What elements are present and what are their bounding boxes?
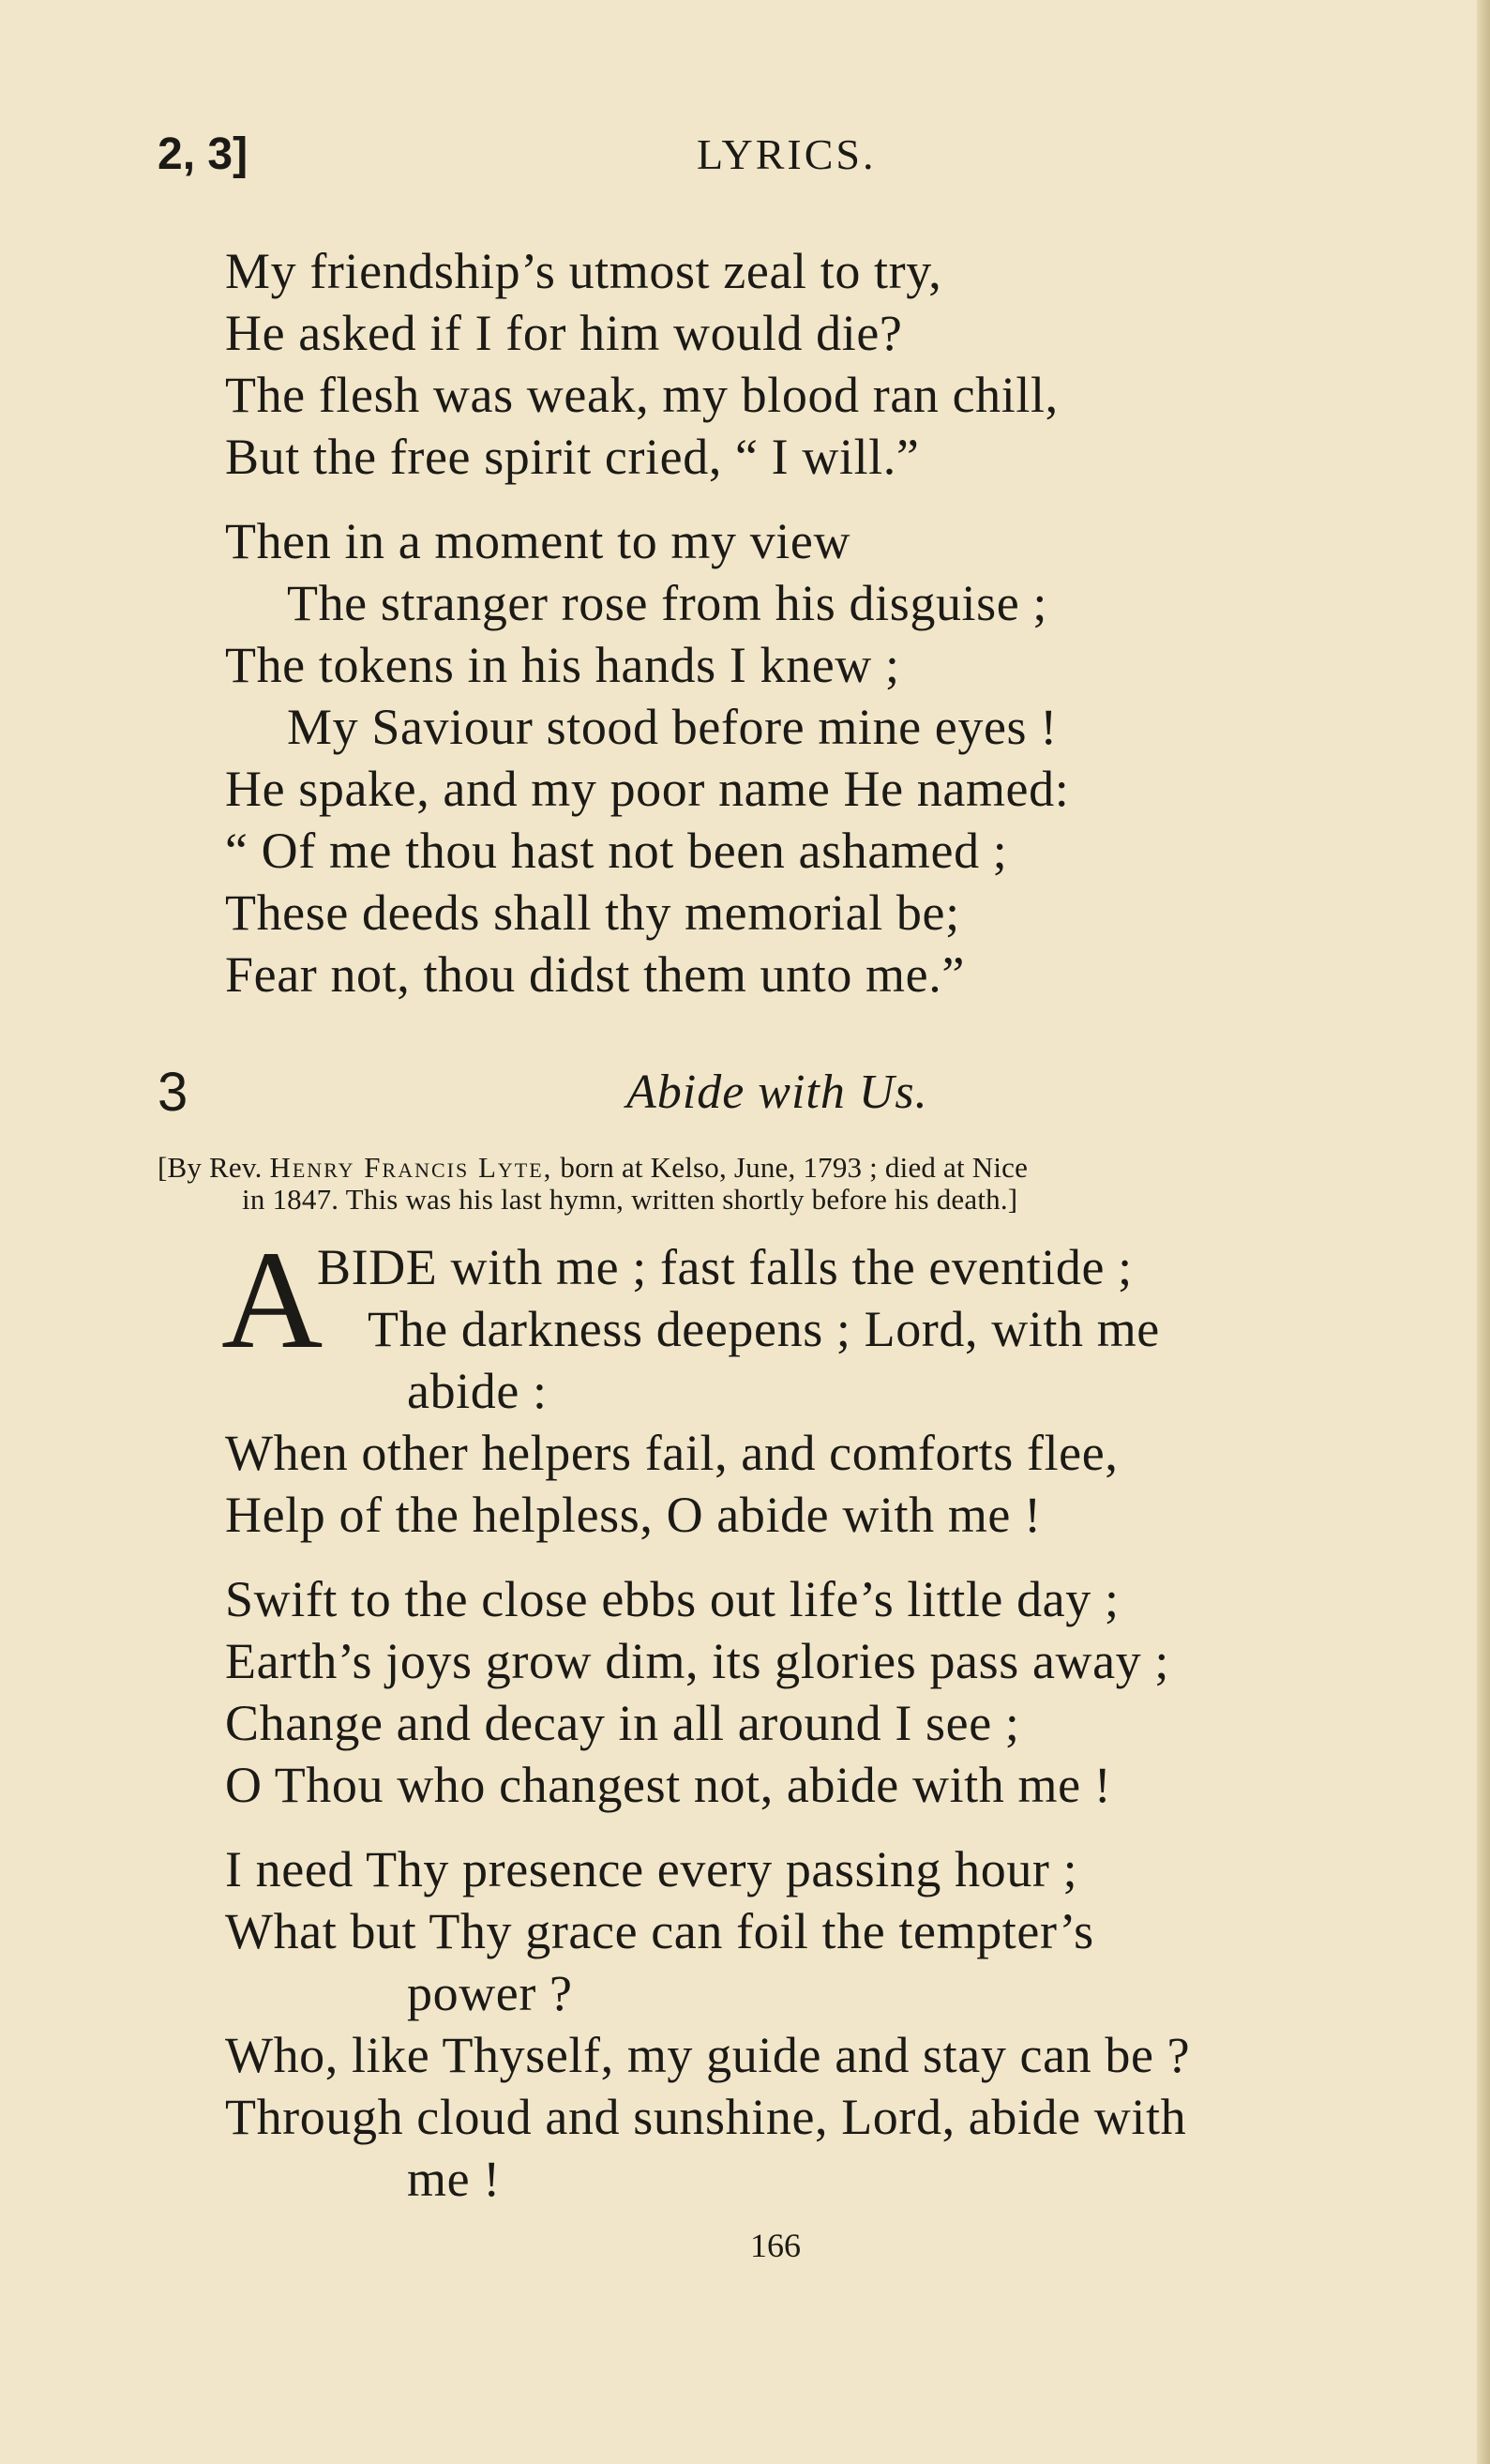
verse-line: What but Thy grace can foil the tempter’s [225,1903,1094,1959]
verse-line: My friendship’s utmost zeal to try, [225,243,942,299]
verse-line: me ! [407,2151,501,2207]
author-name: Henry Francis Lyte, [269,1151,553,1184]
verse-line: The stranger rose from his disguise ; [287,575,1048,631]
verse-line: Help of the helpless, O abide with me ! [225,1487,1042,1543]
verse-line: The darkness deepens ; Lord, with me [368,1301,1160,1357]
verse-line: Earth’s joys grow dim, its glories pass away ; [225,1633,1169,1689]
attribution-line-2: in 1847. This was his last hymn, written shortly before his death.] [242,1183,1018,1216]
section-title: LYRICS. [697,130,877,178]
verse-line: BIDE with me ; fast falls the eventide ; [317,1239,1133,1295]
verse-line: Through cloud and sunshine, Lord, abide with [225,2089,1187,2145]
attribution-details: born at Kelso, June, 1793 ; died at Nice [560,1151,1029,1184]
verse-line: Change and decay in all around I see ; [225,1695,1020,1751]
verse-line: Fear not, thou didst them unto me.” [225,946,965,1003]
verse-line: The tokens in his hands I knew ; [225,637,900,693]
hymn-title: Abide with Us. [626,1066,928,1119]
page-edge-shadow [1477,0,1490,2464]
drop-cap: A [221,1222,324,1378]
verse-line: “ Of me thou hast not been ashamed ; [225,823,1008,879]
verse-line: These deeds shall thy memorial be; [225,884,960,941]
verse-line: Then in a moment to my view [225,513,851,569]
hymn-number: 3 [158,1062,188,1123]
verse-line: But the free spirit cried, “ I will.” [225,429,920,485]
verse-line: When other helpers fail, and comforts flee, [225,1425,1119,1481]
hymn-attribution [158,1152,1339,1216]
verse-line: The flesh was weak, my blood ran chill, [225,367,1059,423]
verse-line: My Saviour stood before mine eyes ! [287,699,1058,755]
verse-line: Swift to the close ebbs out life’s little day ; [225,1571,1120,1627]
verse-line: I need Thy presence every passing hour ; [225,1841,1078,1897]
verse-line: O Thou who changest not, abide with me ! [225,1757,1112,1813]
page-number: 166 [750,2227,801,2264]
running-head [158,122,1339,188]
verse-line: Who, like Thyself, my guide and stay can be ? [225,2027,1191,2083]
verse-line: He asked if I for him would die? [225,305,903,361]
attribution-prefix: [By Rev. [158,1151,263,1184]
verse-line: power ? [407,1965,573,2021]
verse-line: abide : [407,1363,548,1419]
verse-line: He spake, and my poor name He named: [225,761,1070,817]
section-reference: 2, 3] [158,129,248,179]
